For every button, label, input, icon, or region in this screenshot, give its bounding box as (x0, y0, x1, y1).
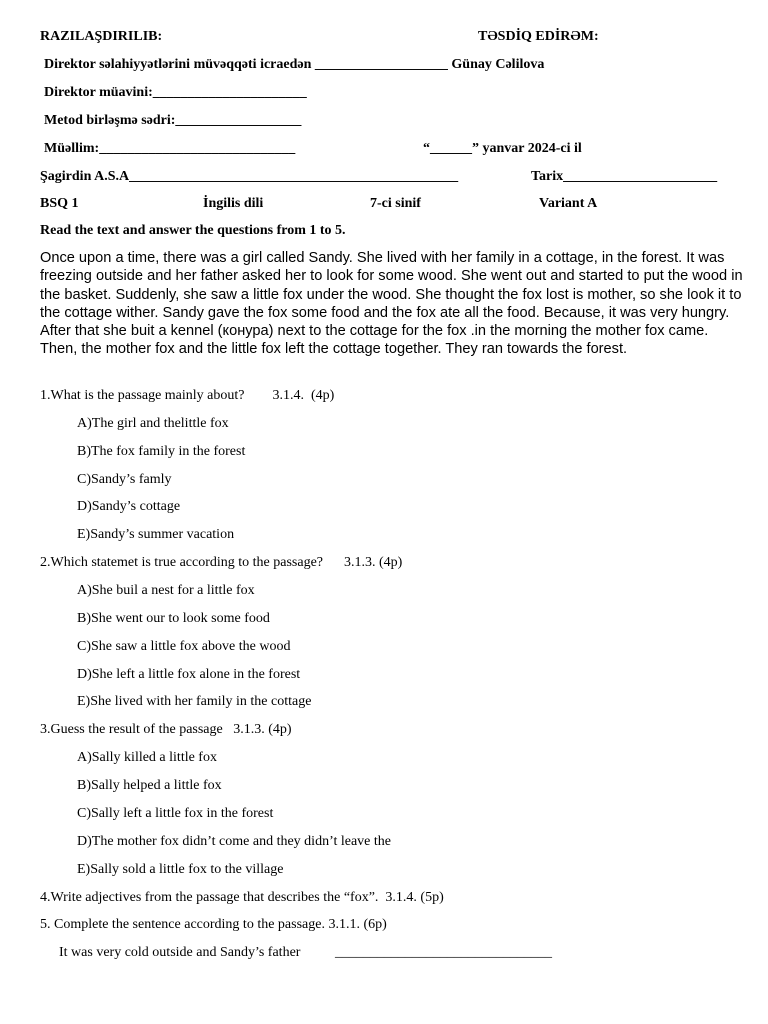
q1-option-a: A)The girl and thelittle fox (77, 416, 229, 431)
question-1: 1.What is the passage mainly about? 3.1.4. (4p) (40, 388, 335, 403)
grade-label: 7-ci sinif (370, 196, 421, 211)
subject-label: İngilis dili (203, 196, 264, 211)
q5-sentence: It was very cold outside and Sandy’s father (59, 945, 301, 960)
q1-option-b: B)The fox family in the forest (77, 444, 246, 459)
approve-label: TƏSDİQ EDİRƏM: (478, 29, 599, 44)
question-3: 3.Guess the result of the passage 3.1.3. (4p) (40, 722, 292, 737)
student-line: Şagirdin A.S.A_______________________________________________ (40, 169, 459, 184)
method-line: Metod birləşmə sədri:__________________ (44, 113, 302, 128)
question-2: 2.Which statemet is true according to the passage? 3.1.3. (4p) (40, 555, 403, 570)
director-line: Direktor səlahiyyətlərini müvəqqəti icraedən ___________________ Günay Cəlilova (44, 57, 545, 72)
q5-answer-blank[interactable]: _______________________________ (335, 945, 552, 960)
q2-option-e: E)She lived with her family in the cottage (77, 694, 312, 709)
q2-option-d: D)She left a little fox alone in the forest (77, 667, 301, 682)
bsq-label: BSQ 1 (40, 196, 79, 211)
q2-option-a: A)She buil a nest for a little fox (77, 583, 255, 598)
q3-option-d: D)The mother fox didn’t come and they didn’t leave the (77, 834, 392, 849)
q1-option-d: D)Sandy’s cottage (77, 499, 181, 514)
q2-option-b: B)She went our to look some food (77, 611, 270, 626)
q3-option-c: C)Sally left a little fox in the forest (77, 806, 274, 821)
deputy-line: Direktor müavini:______________________ (44, 85, 307, 100)
q3-option-a: A)Sally killed a little fox (77, 750, 217, 765)
q3-option-e: E)Sally sold a little fox to the village (77, 862, 284, 877)
question-5: 5. Complete the sentence according to the passage. 3.1.1. (6p) (40, 917, 387, 932)
reading-passage: Once upon a time, there was a girl called Sandy. She lived with her family in a cottage, in the forest. It was freezing outside and her father asked her to look for some wood. She went out and started to put the wood in the basket. Suddenly, she saw a little fox under the wood. She thought the fox lost is mother, so she look it to the cottage wither. Sandy gave the fox some food and the fox ate all the food. Because, it was very hungry. After that she buit a kennel (конура) next to the cottage for the fox .in the morning the mother fox came. Then, the mother fox and the little fox left the cottage together. They ran towards the forest. (40, 250, 743, 358)
q3-option-b: B)Sally helped a little fox (77, 778, 222, 793)
agreed-label: RAZILAŞDIRILIB: (40, 29, 163, 44)
q2-option-c: C)She saw a little fox above the wood (77, 639, 291, 654)
variant-label: Variant A (539, 196, 598, 211)
instruction: Read the text and answer the questions from 1 to 5. (40, 223, 346, 238)
q1-option-e: E)Sandy’s summer vacation (77, 527, 235, 542)
teacher-line: Müəllim:____________________________ (44, 141, 296, 156)
q1-option-c: C)Sandy’s famly (77, 472, 172, 487)
question-4: 4.Write adjectives from the passage that describes the “fox”. 3.1.4. (5p) (40, 890, 444, 905)
date-line: “______” yanvar 2024-ci il (423, 141, 582, 156)
tarix-line: Tarix______________________ (531, 169, 718, 184)
